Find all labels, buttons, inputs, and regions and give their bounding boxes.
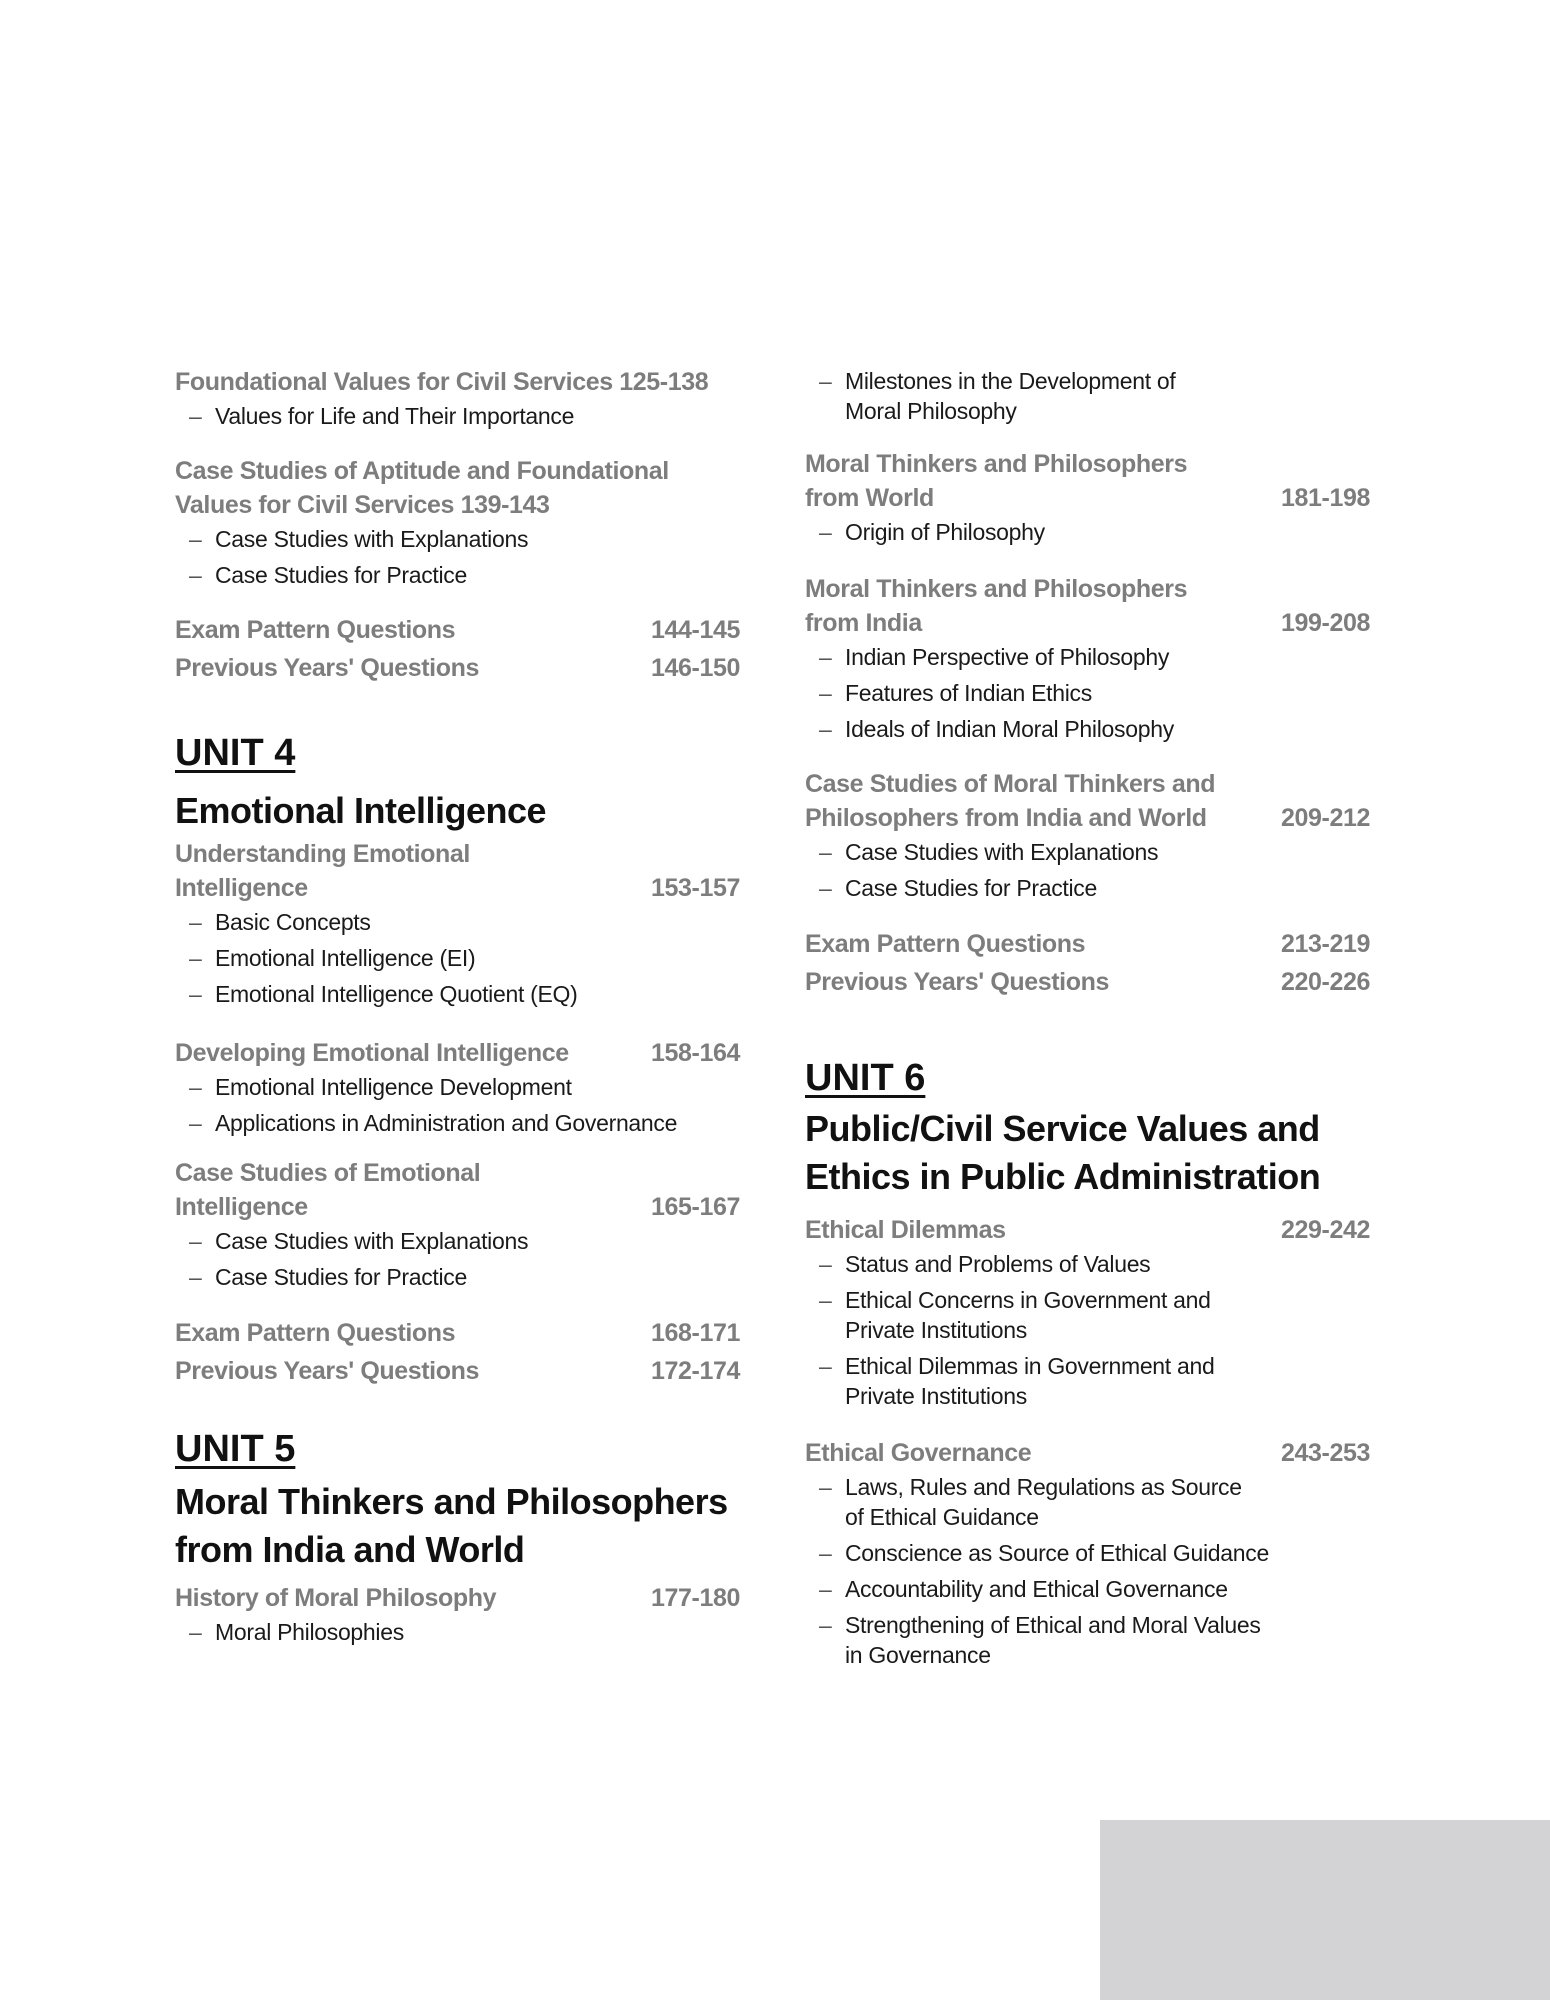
toc-subtopics [175, 907, 740, 1009]
toc-page-range: 146-150 [651, 654, 740, 682]
toc-subtopics [175, 1226, 740, 1292]
toc-heading-text: Exam Pattern Questions [175, 1319, 456, 1347]
toc-heading-text: Case Studies of Aptitude and Foundational Values for Civil Services 139-143 [175, 457, 669, 519]
toc-subtopics [805, 837, 1370, 903]
toc-heading[interactable] [805, 965, 1370, 999]
toc-entry-exam-pattern [175, 613, 740, 647]
toc-heading[interactable] [175, 1156, 740, 1224]
toc-entry-previous-years [805, 965, 1370, 999]
unit-5-title: Moral Thinkers and Philosophers from India and World [175, 1481, 728, 1570]
toc-subtopic: – Conscience as Source of Ethical Guidance [805, 1538, 1370, 1568]
toc-heading[interactable] [175, 365, 740, 399]
toc-heading-text: Understanding Emotional Intelligence [175, 840, 470, 902]
toc-heading-text: Previous Years' Questions [805, 968, 1109, 996]
toc-heading-text: Previous Years' Questions [175, 654, 479, 682]
toc-page-range: 209-212 [1281, 804, 1370, 832]
toc-subtopic: – Values for Life and Their Importance [175, 401, 740, 431]
toc-entry-case-studies-moral [805, 767, 1370, 909]
toc-subtopic: – Strengthening of Ethical and Moral Values in Governance [805, 1610, 1370, 1670]
toc-heading-text: Case Studies of Moral Thinkers and Philosophers from India and World [805, 770, 1216, 832]
toc-entry-milestones [805, 366, 1370, 432]
toc-subtopics [805, 366, 1370, 426]
toc-subtopic: – Indian Perspective of Philosophy [805, 642, 1370, 672]
toc-heading[interactable] [805, 1436, 1370, 1470]
toc-heading[interactable] [175, 837, 740, 905]
toc-heading[interactable] [175, 1036, 740, 1070]
toc-subtopic: – Case Studies for Practice [175, 560, 740, 590]
toc-subtopic: – Features of Indian Ethics [805, 678, 1370, 708]
toc-heading[interactable] [175, 651, 740, 685]
toc-entry-developing-ei [175, 1036, 740, 1144]
toc-subtopics [805, 517, 1370, 547]
unit-4-label: UNIT 4 [175, 732, 296, 774]
toc-heading-text: Developing Emotional Intelligence [175, 1039, 569, 1067]
unit-4-title: Emotional Intelligence [175, 790, 547, 831]
unit-6-title: Public/Civil Service Values and Ethics in Public Administration [805, 1108, 1321, 1197]
toc-page-range: 172-174 [651, 1357, 740, 1385]
toc-entry-ethical-governance [805, 1436, 1370, 1676]
toc-subtopic: – Ideals of Indian Moral Philosophy [805, 714, 1370, 744]
toc-subtopics [175, 1617, 740, 1647]
toc-entry-previous-years [175, 1354, 740, 1388]
toc-subtopic: – Moral Philosophies [175, 1617, 740, 1647]
toc-subtopic: – Emotional Intelligence Development [175, 1072, 740, 1102]
toc-subtopics [175, 401, 740, 431]
toc-subtopic: – Origin of Philosophy [805, 517, 1370, 547]
toc-heading[interactable] [805, 927, 1370, 961]
toc-subtopic: – Case Studies with Explanations [805, 837, 1370, 867]
toc-subtopic: – Ethical Concerns in Government and Private Institutions [805, 1285, 1370, 1345]
toc-subtopic: – Applications in Administration and Governance [175, 1108, 740, 1138]
toc-heading-text: Ethical Dilemmas [805, 1216, 1006, 1244]
toc-heading[interactable] [175, 1316, 740, 1350]
toc-page-range: 153-157 [651, 874, 740, 902]
toc-page-range: 177-180 [651, 1584, 740, 1612]
toc-entry-understanding-ei [175, 837, 740, 1015]
toc-heading[interactable] [805, 1213, 1370, 1247]
toc-entry-ethical-dilemmas [805, 1213, 1370, 1417]
toc-entry-foundational-values [175, 365, 740, 437]
toc-subtopics [805, 1472, 1370, 1670]
toc-subtopic: – Basic Concepts [175, 907, 740, 937]
toc-subtopic: – Accountability and Ethical Governance [805, 1574, 1370, 1604]
toc-heading-text: Exam Pattern Questions [175, 616, 456, 644]
toc-heading[interactable] [805, 572, 1370, 640]
toc-page-range: 158-164 [651, 1039, 740, 1067]
toc-subtopic: – Status and Problems of Values [805, 1249, 1370, 1279]
toc-page-range: 181-198 [1281, 484, 1370, 512]
toc-entry-exam-pattern [175, 1316, 740, 1350]
toc-page-range: 243-253 [1281, 1439, 1370, 1467]
toc-entry-philosophers-world [805, 447, 1370, 553]
toc-page-range: 165-167 [651, 1193, 740, 1221]
corner-grey-block [1100, 1820, 1550, 2000]
toc-page-range: 168-171 [651, 1319, 740, 1347]
toc-heading-text: Previous Years' Questions [175, 1357, 479, 1385]
toc-heading-text: Foundational Values for Civil Services 125-138 [175, 368, 709, 396]
toc-entry-philosophers-india [805, 572, 1370, 750]
toc-heading[interactable] [805, 767, 1370, 835]
toc-heading[interactable] [175, 1354, 740, 1388]
toc-subtopic: – Milestones in the Development of Moral Philosophy [805, 366, 1370, 426]
unit-5-label: UNIT 5 [175, 1428, 296, 1470]
toc-heading-text: History of Moral Philosophy [175, 1584, 497, 1612]
toc-heading-text: Case Studies of Emotional Intelligence [175, 1159, 481, 1221]
toc-heading[interactable] [175, 454, 740, 522]
toc-subtopics [175, 524, 740, 590]
toc-heading[interactable] [805, 447, 1370, 515]
toc-page-range: 220-226 [1281, 968, 1370, 996]
toc-subtopic: – Laws, Rules and Regulations as Source of Ethical Guidance [805, 1472, 1370, 1532]
toc-subtopic: – Case Studies with Explanations [175, 524, 740, 554]
toc-subtopic: – Case Studies with Explanations [175, 1226, 740, 1256]
toc-entry-case-studies-aptitude [175, 454, 740, 596]
toc-page-range: 229-242 [1281, 1216, 1370, 1244]
toc-heading-text: Moral Thinkers and Philosophers from India [805, 575, 1188, 637]
toc-heading[interactable] [175, 1581, 740, 1615]
toc-subtopics [175, 1072, 740, 1138]
toc-heading-text: Ethical Governance [805, 1439, 1032, 1467]
toc-subtopic: – Emotional Intelligence Quotient (EQ) [175, 979, 740, 1009]
toc-heading-text: Moral Thinkers and Philosophers from World [805, 450, 1188, 512]
toc-page-range: 144-145 [651, 616, 740, 644]
toc-subtopics [805, 642, 1370, 744]
toc-subtopic: – Emotional Intelligence (EI) [175, 943, 740, 973]
toc-heading-text: Exam Pattern Questions [805, 930, 1086, 958]
toc-subtopic: – Ethical Dilemmas in Government and Private Institutions [805, 1351, 1370, 1411]
toc-page-range: 213-219 [1281, 930, 1370, 958]
toc-subtopic: – Case Studies for Practice [175, 1262, 740, 1292]
unit-6-label: UNIT 6 [805, 1057, 926, 1099]
toc-page-range: 199-208 [1281, 609, 1370, 637]
toc-entry-history-moral-philosophy [175, 1581, 740, 1653]
toc-subtopics [805, 1249, 1370, 1411]
toc-heading[interactable] [175, 613, 740, 647]
toc-entry-previous-years [175, 651, 740, 685]
toc-subtopic: – Case Studies for Practice [805, 873, 1370, 903]
toc-entry-exam-pattern [805, 927, 1370, 961]
toc-entry-case-studies-ei [175, 1156, 740, 1298]
